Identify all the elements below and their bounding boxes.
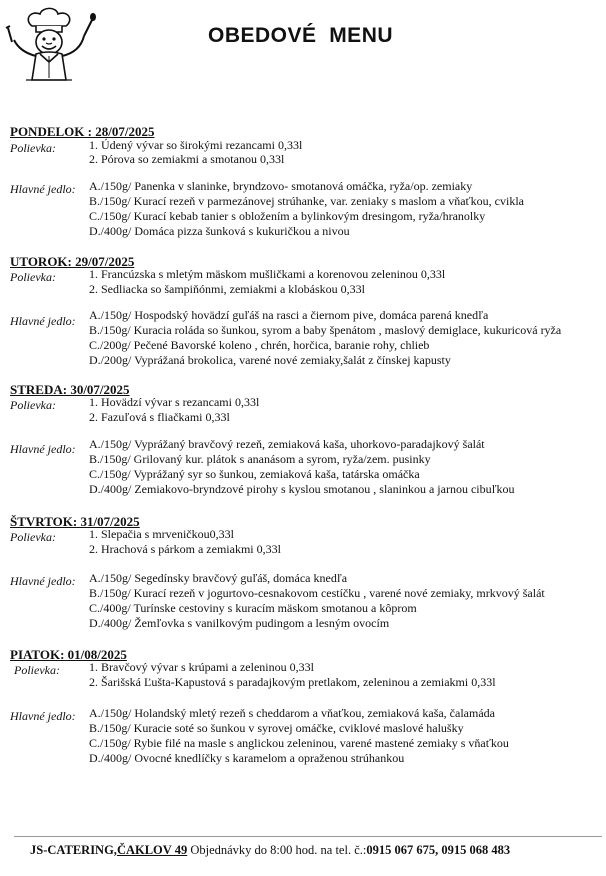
main-item: A./150g/ Panenka v slaninke, bryndzovo- smotanová omáčka, ryža/op. zemiaky — [89, 179, 473, 193]
footer-order-text: Objednávky do 8:00 hod. na tel. č.: — [187, 843, 367, 857]
main-item: C./150g/ Vyprážaný syr so šunkou, zemiaková kaša, tatárska omáčka — [89, 467, 420, 481]
main-label: Hlavné jedlo: — [10, 314, 76, 328]
day-header: PIATOK: 01/08/2025 — [10, 647, 127, 662]
day-header: STREDA: 30/07/2025 — [10, 382, 130, 397]
footer-address: ČAKLOV 49 — [116, 843, 188, 857]
footer-company: JS-CATERING, — [30, 843, 117, 857]
main-item: A./150g/ Segedínsky bravčový guľáš, domáca knedľa — [89, 571, 348, 585]
day-header: UTOROK: 29/07/2025 — [10, 254, 135, 269]
day-header: PONDELOK : 28/07/2025 — [10, 124, 155, 139]
main-item: A./150g/ Vyprážaný bravčový rezeň, zemiaková kaša, uhorkovo-paradajkový šalát — [89, 437, 485, 451]
main-item: D./400g/ Zemiakovo-bryndzové pirohy s kyslou smotanou , slaninkou a jarnou cibuľkou — [89, 482, 515, 496]
main-item: B./150g/ Kuracie soté so šunkou v syrovej omáčke, cviklové maslové halušky — [89, 721, 464, 735]
main-label: Hlavné jedlo: — [10, 574, 76, 588]
chef-logo — [2, 6, 98, 86]
soup-label: Polievka: — [10, 141, 56, 155]
main-item: C./400g/ Turínske cestoviny s kuracím mäskom smotanou a kôprom — [89, 601, 417, 615]
soup-item: 2. Šarišská Ľušta-Kapustová s paradajkovým pretlakom, zeleninou a zemiakmi 0,33l — [89, 675, 496, 689]
soup-item: 1. Bravčový vývar s krúpami a zeleninou 0,33l — [89, 660, 314, 674]
soup-label: Polievka: — [10, 270, 56, 284]
main-item: A./150g/ Holandský mletý rezeň s cheddarom a vňaťkou, zemiaková kaša, čalamáda — [89, 706, 495, 720]
soup-label: Polievka: — [10, 530, 56, 544]
main-label: Hlavné jedlo: — [10, 709, 76, 723]
footer-contact — [30, 843, 510, 858]
main-item: B./150g/ Kuracia roláda so šunkou, syrom a baby špenátom , maslový demiglace, kukuricová ryža — [89, 323, 562, 337]
soup-item: 1. Údený vývar so širokými rezancami 0,33l — [89, 138, 303, 152]
main-item: D./400g/ Ovocné knedlíčky s karamelom a opraženou strúhankou — [89, 751, 405, 765]
soup-item: 2. Hrachová s párkom a zemiakmi 0,33l — [89, 542, 281, 556]
soup-item: 2. Fazuľová s fliačkami 0,33l — [89, 410, 230, 424]
main-item: B./150g/ Grilovaný kur. plátok s ananásom a syrom, ryža/zem. pusinky — [89, 452, 431, 466]
day-header: ŠTVRTOK: 31/07/2025 — [10, 514, 140, 529]
main-label: Hlavné jedlo: — [10, 182, 76, 196]
main-item: A./150g/ Hospodský hovädzí guľáš na rasci a čiernom pive, domáca parená knedľa — [89, 308, 489, 322]
main-item: C./150g/ Rybie filé na masle s anglickou zeleninou, varené mastené zemiaky s vňaťkou — [89, 736, 509, 750]
footer-divider — [14, 836, 602, 837]
soup-item: 1. Slepačia s mrveničkou0,33l — [89, 527, 234, 541]
footer-phones: 0915 067 675, 0915 068 483 — [366, 843, 511, 857]
main-item: B./150g/ Kurací rezeň v jogurtovo-cesnakovom cestíčku , varené nové zemiaky, mrkvový šalát — [89, 586, 545, 600]
soup-label: Polievka: — [10, 398, 56, 412]
soup-label: Polievka: — [14, 663, 60, 677]
main-item: C./150g/ Kurací kebab tanier s obložením a bylinkovým dresingom, ryža/hranolky — [89, 209, 486, 223]
soup-item: 2. Sedliacka so šampiňónmi, zemiakmi a klobáskou 0,33l — [89, 282, 365, 296]
soup-item: 2. Pórova so zemiakmi a smotanou 0,33l — [89, 152, 285, 166]
main-item: D./400g/ Domáca pizza šunková s kukuričkou a nivou — [89, 224, 350, 238]
main-label: Hlavné jedlo: — [10, 442, 76, 456]
main-item: B./150g/ Kurací rezeň v parmezánovej strúhanke, var. zeniaky s maslom a vňaťkou, cvikla — [89, 194, 524, 208]
soup-item: 1. Hovädzí vývar s rezancami 0,33l — [89, 395, 260, 409]
soup-item: 1. Francúzska s mletým mäskom mušličkami a korenovou zeleninou 0,33l — [89, 267, 446, 281]
main-item: D./200g/ Vyprážaná brokolica, varené nové zemiaky,šalát z čínskej kapusty — [89, 353, 451, 367]
menu-title: OBEDOVÉ MENU — [208, 24, 394, 47]
main-item: D./400g/ Žemľovka s vanilkovým pudingom a lesným ovocím — [89, 616, 390, 630]
main-item: C./200g/ Pečené Bavorské koleno , chrén, horčica, baranie rohy, chlieb — [89, 338, 430, 352]
